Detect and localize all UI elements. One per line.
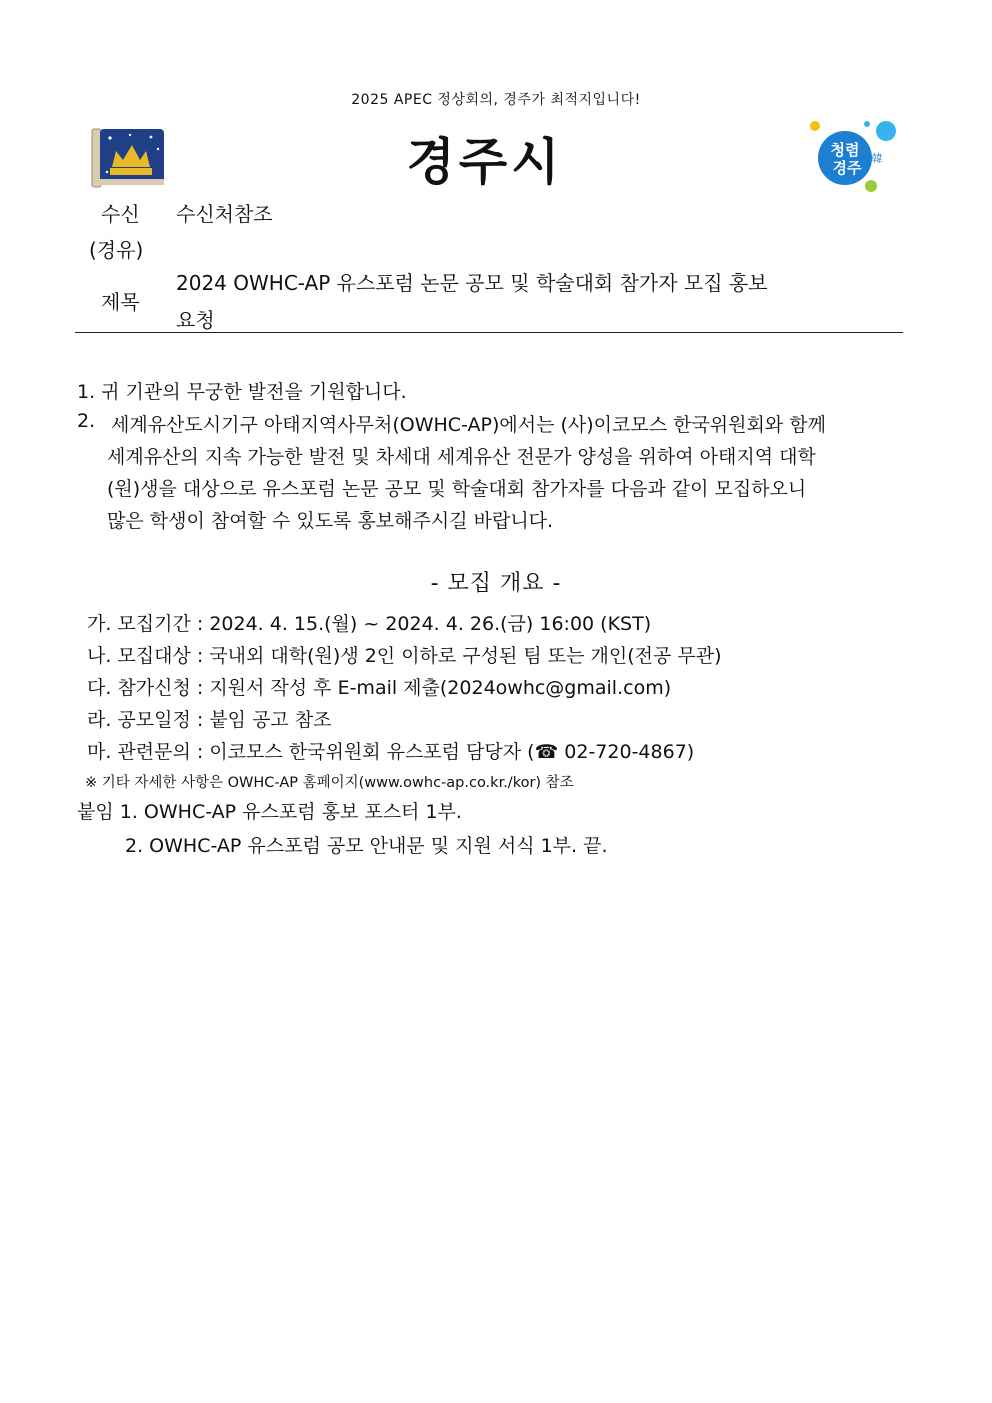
- integrity-gyeongju-logo-icon: [805, 118, 905, 196]
- logo-hanja: 韓: [871, 152, 883, 165]
- recipient-value: 수신처참조: [176, 202, 273, 226]
- recipient-label: 수신: [101, 202, 140, 226]
- via-label: (경유): [89, 238, 144, 262]
- outline-item-target: 나. 모집대상 : 국내외 대학(원)생 2인 이하로 구성된 팀 또는 개인(전공 무관): [87, 645, 722, 667]
- paragraph-2-line-4: 많은 학생이 참여할 수 있도록 홍보해주시길 바랍니다.: [107, 510, 554, 532]
- note: ※ 기타 자세한 사항은 OWHC-AP 홈페이지(www.owhc-ap.co.kr./kor) 참조: [85, 775, 574, 791]
- attachment-2: 2. OWHC-AP 유스포럼 공모 안내문 및 지원 서식 1부. 끝.: [125, 835, 608, 857]
- subject-label: 제목: [101, 290, 140, 314]
- header-divider: [75, 332, 903, 333]
- subject-line-2: 요청: [176, 308, 215, 332]
- attachment-1: 붙임 1. OWHC-AP 유스포럼 홍보 포스터 1부.: [77, 801, 462, 823]
- subject-line-1: 2024 OWHC-AP 유스포럼 논문 공모 및 학술대회 참가자 모집 홍보: [176, 271, 768, 295]
- logo-line2: 경주: [832, 159, 862, 177]
- outline-item-application: 다. 참가신청 : 지원서 작성 후 E-mail 제출(2024owhc@gmail.com): [87, 677, 672, 699]
- outline-item-schedule: 라. 공모일정 : 붙임 공고 참조: [87, 709, 332, 731]
- slogan: 2025 APEC 정상회의, 경주가 최적지입니다!: [351, 92, 641, 108]
- outline-item-contact: 마. 관련문의 : 이코모스 한국위원회 유스포럼 담당자 (☎ 02-720-4867): [87, 741, 695, 763]
- logo-line1: 청렴: [830, 141, 860, 159]
- paragraph-2-line-3: (원)생을 대상으로 유스포럼 논문 공모 및 학술대회 참가자를 다음과 같이 모집하오니: [107, 478, 807, 500]
- paragraph-2-line-2: 세계유산의 지속 가능한 발전 및 차세대 세계유산 전문가 양성을 위하여 아태지역 대학: [107, 446, 816, 468]
- paragraph-1: 1. 귀 기관의 무궁한 발전을 기원합니다.: [77, 381, 407, 403]
- outline-item-period: 가. 모집기간 : 2024. 4. 15.(월) ~ 2024. 4. 26.(금) 16:00 (KST): [87, 613, 652, 635]
- city-name: 경주시: [406, 133, 564, 191]
- paragraph-2-number: 2.: [77, 410, 96, 432]
- paragraph-2-line-1: 세계유산도시기구 아태지역사무처(OWHC-AP)에서는 (사)이코모스 한국위원회와 함께: [111, 414, 826, 436]
- outline-title: - 모집 개요 -: [430, 571, 562, 596]
